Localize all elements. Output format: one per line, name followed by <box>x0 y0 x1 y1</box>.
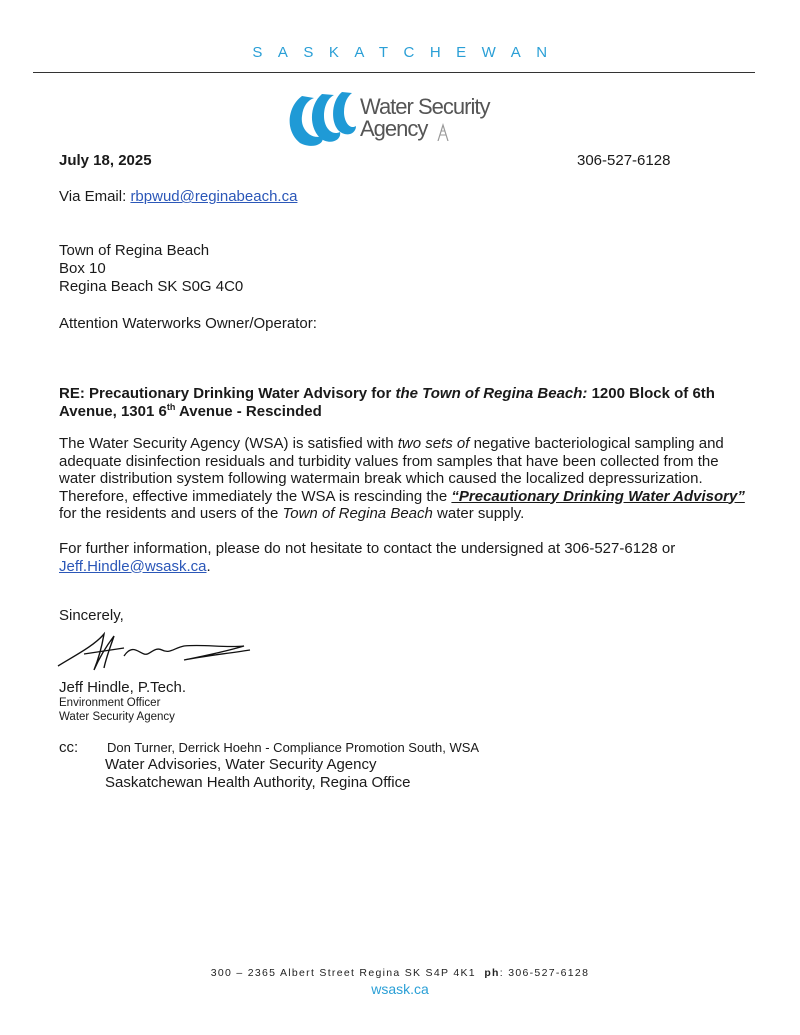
attention-line: Attention Waterworks Owner/Operator: <box>59 315 317 332</box>
via-email-line <box>59 188 297 206</box>
agency-logo <box>284 88 514 150</box>
advisory-name: “Precautionary Drinking Water Advisory” <box>451 487 745 505</box>
signer-org: Water Security Agency <box>59 711 175 723</box>
header-divider <box>33 72 755 73</box>
signer-name: Jeff Hindle, P.Tech. <box>59 679 187 696</box>
letter-phone: 306-527-6128 <box>577 152 671 169</box>
signer-title: Environment Officer <box>59 697 161 709</box>
footer-website[interactable]: wsask.ca <box>371 981 429 997</box>
subject-middle: 1200 Block of 6th Avenue, 1301 6 <box>59 385 715 420</box>
recipient-line: Box 10 <box>59 260 106 277</box>
cc-label: cc: <box>59 739 79 756</box>
signature-image <box>54 626 254 676</box>
subject-sup: th <box>166 402 176 412</box>
body-paragraph: The Water Security Agency (WSA) is satisfied with two sets of negative bacteriological sampling and adequate disinfection residuals and turbidity values from samples that have been collected from the water distribution system following watermain break which caused the localized depressurization. Therefore, effective immediately the WSA is rescinding the “Precautionary Drinking Water Advisory” for the residents and users of the Town of Regina Beach water supply. For further information, please do not hesitate to contact the undersigned at 306-527-6128 or Jeff.Hindle@wsask.ca. <box>59 435 745 575</box>
contact-email-link[interactable]: Jeff.Hindle@wsask.ca <box>59 557 207 575</box>
cc-list <box>105 756 410 792</box>
closing: Sincerely, <box>59 607 124 624</box>
subject-suffix: Avenue - Rescinded <box>175 403 322 420</box>
subject-town: the Town of Regina Beach: <box>395 385 588 402</box>
cc-line: Water Advisories, Water Security Agency <box>105 756 377 773</box>
agency-name-line2: Agency <box>360 116 428 141</box>
recipient-line: Town of Regina Beach <box>59 242 210 259</box>
province-header: SASKATCHEWAN <box>252 44 563 61</box>
recipient-line: Regina Beach SK S0G 4C0 <box>59 278 244 295</box>
cc-line: Saskatchewan Health Authority, Regina Office <box>105 774 411 791</box>
via-email-label: Via Email: <box>59 188 127 205</box>
agency-name-line1: Water Security <box>360 94 490 119</box>
cc-line: Don Turner, Derrick Hoehn - Compliance Promotion South, WSA <box>107 740 480 755</box>
wheat-icon <box>436 123 450 141</box>
subject-line <box>59 385 759 421</box>
water-drops-icon <box>284 88 364 150</box>
via-email-link[interactable]: rbpwud@reginabeach.ca <box>130 188 298 205</box>
subject-prefix: RE: Precautionary Drinking Water Advisory for <box>59 385 396 402</box>
footer-address: 300 – 2365 Albert Street Regina SK S4P 4K1 ph: 306-527-6128 <box>210 967 590 979</box>
letter-date: July 18, 2025 <box>59 152 152 169</box>
